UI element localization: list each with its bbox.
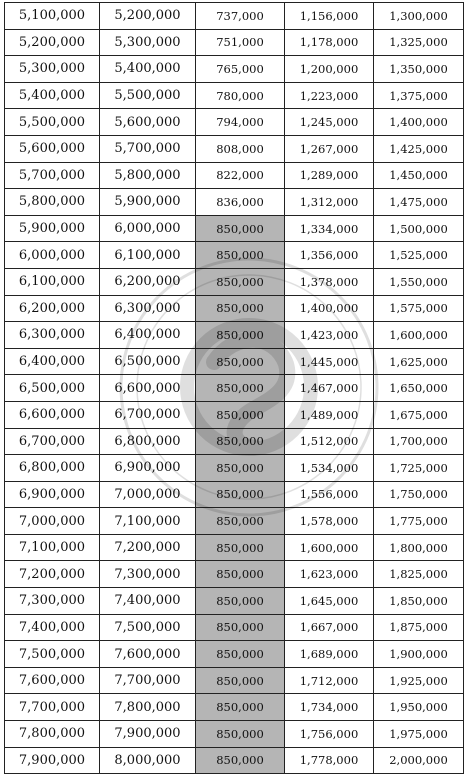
table-row [5, 268, 464, 295]
table-cell: 1,400,000 [374, 109, 464, 136]
table-row [5, 401, 464, 428]
table-body [5, 3, 464, 774]
table-cell: 1,975,000 [374, 721, 464, 748]
table-cell: 822,000 [196, 162, 285, 189]
table-cell: 794,000 [196, 109, 285, 136]
table-cell: 1,600,000 [374, 322, 464, 349]
table-cell: 850,000 [196, 428, 285, 455]
table-cell: 5,800,000 [5, 189, 100, 216]
table-cell: 1,725,000 [374, 455, 464, 482]
table-cell: 1,267,000 [285, 135, 374, 162]
table-cell: 6,000,000 [5, 242, 100, 269]
table-cell: 6,300,000 [100, 295, 196, 322]
table-row [5, 135, 464, 162]
table-cell: 1,645,000 [285, 588, 374, 615]
table-row [5, 109, 464, 136]
table-cell: 1,334,000 [285, 215, 374, 242]
table-cell: 1,445,000 [285, 348, 374, 375]
table-cell: 1,825,000 [374, 561, 464, 588]
table-cell: 850,000 [196, 242, 285, 269]
table-cell: 1,756,000 [285, 721, 374, 748]
table-cell: 850,000 [196, 561, 285, 588]
table-cell: 6,200,000 [100, 268, 196, 295]
table-row [5, 3, 464, 30]
table-cell: 1,200,000 [285, 56, 374, 83]
table-cell: 6,500,000 [100, 348, 196, 375]
table-row [5, 508, 464, 535]
table-cell: 6,800,000 [100, 428, 196, 455]
table-cell: 7,500,000 [100, 614, 196, 641]
table-cell: 5,500,000 [100, 82, 196, 109]
table-cell: 6,700,000 [100, 401, 196, 428]
table-row [5, 295, 464, 322]
table-cell: 1,178,000 [285, 29, 374, 56]
table-cell: 1,850,000 [374, 588, 464, 615]
table-cell: 850,000 [196, 481, 285, 508]
table-cell: 1,578,000 [285, 508, 374, 535]
table-cell: 7,000,000 [5, 508, 100, 535]
table-row [5, 614, 464, 641]
table-cell: 5,200,000 [5, 29, 100, 56]
table-cell: 7,600,000 [5, 667, 100, 694]
table-cell: 6,600,000 [100, 375, 196, 402]
table-cell: 850,000 [196, 322, 285, 349]
table-cell: 6,900,000 [5, 481, 100, 508]
table-cell: 1,245,000 [285, 109, 374, 136]
table-cell: 7,500,000 [5, 641, 100, 668]
table-row [5, 534, 464, 561]
table-cell: 5,600,000 [5, 135, 100, 162]
table-cell: 1,325,000 [374, 29, 464, 56]
table-row [5, 375, 464, 402]
table-cell: 1,625,000 [374, 348, 464, 375]
table-cell: 5,300,000 [100, 29, 196, 56]
table-cell: 1,400,000 [285, 295, 374, 322]
table-cell: 1,950,000 [374, 694, 464, 721]
table-row [5, 322, 464, 349]
table-cell: 7,100,000 [100, 508, 196, 535]
table-cell: 737,000 [196, 3, 285, 30]
table-cell: 5,300,000 [5, 56, 100, 83]
table-cell: 5,700,000 [100, 135, 196, 162]
table-cell: 1,712,000 [285, 667, 374, 694]
table-cell: 808,000 [196, 135, 285, 162]
table-cell: 850,000 [196, 747, 285, 774]
table-cell: 7,900,000 [5, 747, 100, 774]
table-cell: 6,200,000 [5, 295, 100, 322]
table-cell: 1,475,000 [374, 189, 464, 216]
table-cell: 2,000,000 [374, 747, 464, 774]
table-cell: 850,000 [196, 401, 285, 428]
table-cell: 6,100,000 [100, 242, 196, 269]
table-cell: 6,700,000 [5, 428, 100, 455]
table-cell: 850,000 [196, 614, 285, 641]
table-cell: 6,100,000 [5, 268, 100, 295]
table-cell: 1,550,000 [374, 268, 464, 295]
table-row [5, 29, 464, 56]
table-row [5, 162, 464, 189]
table-cell: 5,400,000 [100, 56, 196, 83]
table-cell: 5,800,000 [100, 162, 196, 189]
table-cell: 7,100,000 [5, 534, 100, 561]
table-cell: 1,650,000 [374, 375, 464, 402]
table-cell: 1,800,000 [374, 534, 464, 561]
amount-table [4, 2, 464, 774]
table-cell: 1,623,000 [285, 561, 374, 588]
table-row [5, 242, 464, 269]
table-row [5, 428, 464, 455]
table-cell: 7,400,000 [100, 588, 196, 615]
table-row [5, 56, 464, 83]
table-cell: 6,600,000 [5, 401, 100, 428]
table-row [5, 189, 464, 216]
table-cell: 1,875,000 [374, 614, 464, 641]
table-cell: 5,100,000 [5, 3, 100, 30]
table-cell: 850,000 [196, 348, 285, 375]
table-cell: 850,000 [196, 295, 285, 322]
table-cell: 850,000 [196, 721, 285, 748]
table-cell: 1,689,000 [285, 641, 374, 668]
table-cell: 5,400,000 [5, 82, 100, 109]
table-cell: 1,734,000 [285, 694, 374, 721]
table-row [5, 82, 464, 109]
table-cell: 5,900,000 [5, 215, 100, 242]
table-row [5, 721, 464, 748]
table-cell: 7,800,000 [5, 721, 100, 748]
table-cell: 1,356,000 [285, 242, 374, 269]
table-cell: 7,600,000 [100, 641, 196, 668]
table-cell: 1,300,000 [374, 3, 464, 30]
table-cell: 850,000 [196, 588, 285, 615]
table-cell: 6,400,000 [100, 322, 196, 349]
table-cell: 1,700,000 [374, 428, 464, 455]
table-cell: 6,000,000 [100, 215, 196, 242]
table-cell: 836,000 [196, 189, 285, 216]
table-cell: 6,800,000 [5, 455, 100, 482]
table-cell: 1,467,000 [285, 375, 374, 402]
table-cell: 1,312,000 [285, 189, 374, 216]
table-cell: 6,500,000 [5, 375, 100, 402]
table-cell: 1,156,000 [285, 3, 374, 30]
table-cell: 7,700,000 [5, 694, 100, 721]
document-page [4, 2, 463, 774]
table-cell: 7,800,000 [100, 694, 196, 721]
table-cell: 1,223,000 [285, 82, 374, 109]
table-cell: 1,375,000 [374, 82, 464, 109]
table-cell: 1,900,000 [374, 641, 464, 668]
table-cell: 7,300,000 [100, 561, 196, 588]
table-cell: 1,378,000 [285, 268, 374, 295]
table-cell: 780,000 [196, 82, 285, 109]
table-cell: 850,000 [196, 694, 285, 721]
table-cell: 7,300,000 [5, 588, 100, 615]
table-cell: 5,600,000 [100, 109, 196, 136]
table-cell: 1,534,000 [285, 455, 374, 482]
table-cell: 7,200,000 [100, 534, 196, 561]
table-row [5, 215, 464, 242]
table-cell: 1,489,000 [285, 401, 374, 428]
table-cell: 5,700,000 [5, 162, 100, 189]
table-cell: 850,000 [196, 268, 285, 295]
table-cell: 7,000,000 [100, 481, 196, 508]
table-cell: 1,778,000 [285, 747, 374, 774]
table-cell: 6,400,000 [5, 348, 100, 375]
table-cell: 850,000 [196, 641, 285, 668]
table-cell: 1,775,000 [374, 508, 464, 535]
table-cell: 7,900,000 [100, 721, 196, 748]
table-cell: 850,000 [196, 375, 285, 402]
table-cell: 850,000 [196, 667, 285, 694]
table-cell: 751,000 [196, 29, 285, 56]
table-cell: 5,900,000 [100, 189, 196, 216]
table-row [5, 481, 464, 508]
table-cell: 8,000,000 [100, 747, 196, 774]
table-cell: 850,000 [196, 534, 285, 561]
table-cell: 6,900,000 [100, 455, 196, 482]
table-cell: 1,450,000 [374, 162, 464, 189]
table-cell: 1,556,000 [285, 481, 374, 508]
table-cell: 5,500,000 [5, 109, 100, 136]
table-cell: 7,200,000 [5, 561, 100, 588]
table-cell: 1,575,000 [374, 295, 464, 322]
table-row [5, 667, 464, 694]
table-cell: 5,200,000 [100, 3, 196, 30]
table-row [5, 561, 464, 588]
table-cell: 850,000 [196, 508, 285, 535]
table-cell: 765,000 [196, 56, 285, 83]
table-row [5, 694, 464, 721]
table-cell: 1,289,000 [285, 162, 374, 189]
table-row [5, 455, 464, 482]
table-cell: 1,423,000 [285, 322, 374, 349]
table-cell: 1,425,000 [374, 135, 464, 162]
table-cell: 1,925,000 [374, 667, 464, 694]
table-cell: 7,400,000 [5, 614, 100, 641]
table-cell: 1,500,000 [374, 215, 464, 242]
table-cell: 1,675,000 [374, 401, 464, 428]
table-cell: 7,700,000 [100, 667, 196, 694]
table-cell: 1,750,000 [374, 481, 464, 508]
table-cell: 850,000 [196, 215, 285, 242]
table-cell: 850,000 [196, 455, 285, 482]
table-row [5, 641, 464, 668]
table-cell: 1,600,000 [285, 534, 374, 561]
table-cell: 1,667,000 [285, 614, 374, 641]
table-cell: 6,300,000 [5, 322, 100, 349]
table-row [5, 348, 464, 375]
table-cell: 1,512,000 [285, 428, 374, 455]
table-cell: 1,350,000 [374, 56, 464, 83]
table-row [5, 588, 464, 615]
table-cell: 1,525,000 [374, 242, 464, 269]
